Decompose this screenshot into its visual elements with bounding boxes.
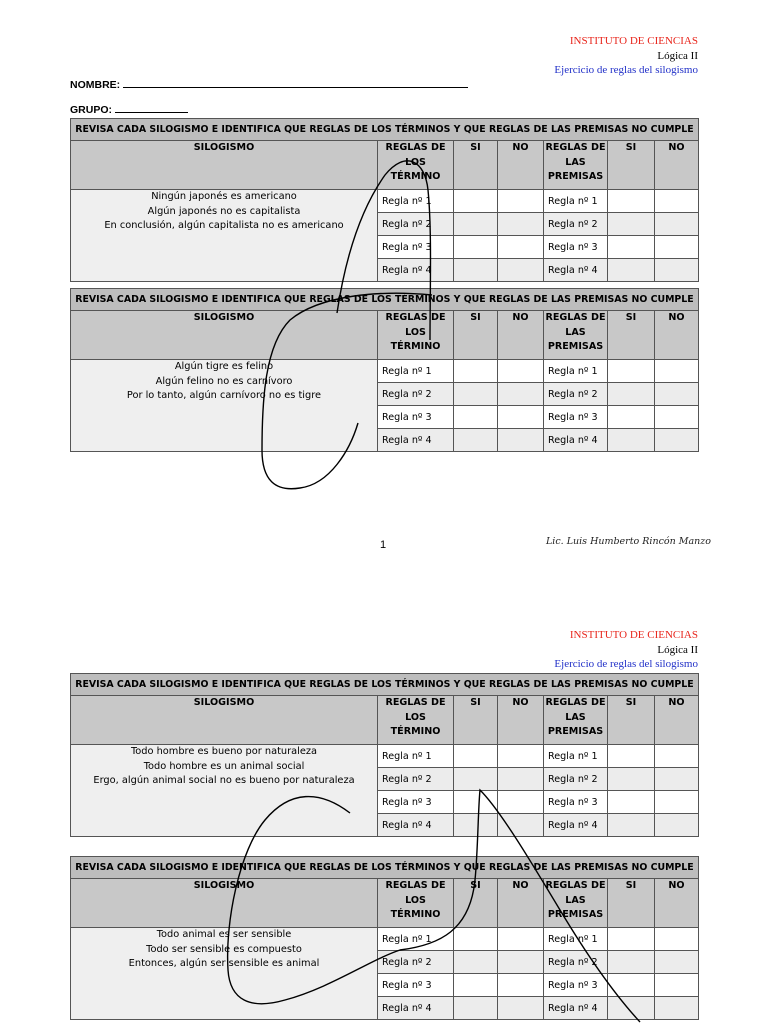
premise-rule-label: Regla nº 2 [544, 951, 608, 974]
premise-no-cell[interactable] [655, 213, 699, 236]
col-no: NO [655, 879, 699, 928]
col-si: SI [454, 141, 498, 190]
col-no: NO [498, 696, 544, 745]
col-syllogism: SILOGISMO [71, 141, 378, 190]
premise-no-cell[interactable] [655, 997, 699, 1020]
premise-rule-label: Regla nº 1 [544, 745, 608, 768]
col-premise-rules-line: REGLAS DE [545, 880, 606, 891]
group-label: GRUPO: [70, 104, 112, 116]
syllogism-table-2 [70, 288, 699, 452]
name-field [70, 78, 468, 91]
syllogism-text [71, 360, 378, 452]
premise-rule-label: Regla nº 3 [544, 236, 608, 259]
term-no-cell[interactable] [498, 429, 544, 452]
premise-si-cell[interactable] [608, 997, 655, 1020]
premise-line: Todo animal es ser sensible [156, 929, 292, 940]
syllogism-table-4 [70, 856, 699, 1020]
col-si: SI [454, 879, 498, 928]
conclusion-line: Por lo tanto, algún carnívoro no es tigre [126, 390, 322, 401]
term-rule-label: Regla nº 3 [378, 791, 454, 814]
term-rule-label: Regla nº 3 [378, 406, 454, 429]
premise-si-cell[interactable] [608, 928, 655, 951]
premise-si-cell[interactable] [608, 360, 655, 383]
premise-rule-label: Regla nº 3 [544, 974, 608, 997]
term-no-cell[interactable] [498, 768, 544, 791]
table-title: REVISA CADA SILOGISMO E IDENTIFICA QUE REGLAS DE LOS TÉRMINOS Y QUE REGLAS DE LAS PREMISAS NO CUMPLE [71, 119, 699, 141]
col-si: SI [608, 311, 655, 360]
premise-si-cell[interactable] [608, 791, 655, 814]
term-rule-label: Regla nº 2 [378, 213, 454, 236]
term-si-cell[interactable] [454, 190, 498, 213]
premise-rule-label: Regla nº 1 [544, 928, 608, 951]
course-name: Lógica II [657, 49, 698, 62]
col-si: SI [454, 696, 498, 745]
premise-si-cell[interactable] [608, 259, 655, 282]
premise-si-cell[interactable] [608, 768, 655, 791]
term-no-cell[interactable] [498, 236, 544, 259]
name-line [123, 78, 468, 88]
premise-rule-label: Regla nº 2 [544, 768, 608, 791]
term-si-cell[interactable] [454, 928, 498, 951]
premise-no-cell[interactable] [655, 259, 699, 282]
term-rule-label: Regla nº 4 [378, 997, 454, 1020]
institute-name: INSTITUTO DE CIENCIAS [569, 629, 698, 641]
col-syllogism: SILOGISMO [71, 311, 378, 360]
col-term-rules-line: TÉRMINO [390, 726, 441, 737]
table-row [71, 745, 699, 768]
term-no-cell[interactable] [498, 814, 544, 837]
col-premise-rules [544, 696, 608, 745]
term-rule-label: Regla nº 3 [378, 974, 454, 997]
premise-rule-label: Regla nº 4 [544, 814, 608, 837]
premise-line: Algún felino no es carnívoro [155, 375, 293, 387]
table-title: REVISA CADA SILOGISMO E IDENTIFICA QUE REGLAS DE LOS TÉRMINOS Y QUE REGLAS DE LAS PREMISAS NO CUMPLE [71, 289, 699, 311]
premise-no-cell[interactable] [655, 190, 699, 213]
premise-si-cell[interactable] [608, 236, 655, 259]
col-term-rules [378, 696, 454, 745]
exercise-title: Ejercicio de reglas del silogismo [554, 64, 698, 76]
col-si: SI [608, 879, 655, 928]
term-no-cell[interactable] [498, 745, 544, 768]
term-rule-label: Regla nº 2 [378, 383, 454, 406]
col-no: NO [655, 696, 699, 745]
col-premise-rules-line: LAS [565, 156, 586, 168]
premise-rule-label: Regla nº 3 [544, 406, 608, 429]
premise-line: Todo hombre es un animal social [143, 760, 305, 772]
page-number: 1 [380, 539, 387, 551]
term-no-cell[interactable] [498, 951, 544, 974]
premise-no-cell[interactable] [655, 236, 699, 259]
name-label: NOMBRE: [70, 79, 121, 91]
syllogism-text [71, 745, 378, 837]
premise-no-cell[interactable] [655, 928, 699, 951]
term-no-cell[interactable] [498, 190, 544, 213]
premise-line: Algún tigre es felino [174, 361, 274, 372]
col-premise-rules-line: PREMISAS [547, 726, 604, 737]
term-no-cell[interactable] [498, 406, 544, 429]
table-title: REVISA CADA SILOGISMO E IDENTIFICA QUE REGLAS DE LOS TÉRMINOS Y QUE REGLAS DE LAS PREMISAS NO CUMPLE [71, 674, 699, 696]
term-si-cell[interactable] [454, 951, 498, 974]
table-row [71, 190, 699, 213]
premise-si-cell[interactable] [608, 429, 655, 452]
col-no: NO [498, 311, 544, 360]
col-term-rules-line: LOS [405, 711, 426, 723]
term-rule-label: Regla nº 2 [378, 951, 454, 974]
term-rule-label: Regla nº 1 [378, 928, 454, 951]
premise-rule-label: Regla nº 4 [544, 429, 608, 452]
term-rule-label: Regla nº 1 [378, 190, 454, 213]
col-premise-rules [544, 141, 608, 190]
col-term-rules-line: TÉRMINO [390, 909, 441, 920]
premise-si-cell[interactable] [608, 213, 655, 236]
term-si-cell[interactable] [454, 259, 498, 282]
institute-name: INSTITUTO DE CIENCIAS [569, 35, 698, 47]
exercise-title: Ejercicio de reglas del silogismo [554, 658, 698, 670]
term-si-cell[interactable] [454, 768, 498, 791]
premise-rule-label: Regla nº 4 [544, 997, 608, 1020]
col-premise-rules-line: REGLAS DE [545, 697, 606, 708]
premise-no-cell[interactable] [655, 383, 699, 406]
premise-no-cell[interactable] [655, 791, 699, 814]
premise-line: Ningún japonés es americano [151, 191, 297, 202]
premise-si-cell[interactable] [608, 406, 655, 429]
term-no-cell[interactable] [498, 259, 544, 282]
col-term-rules-line: REGLAS DE [385, 697, 446, 708]
term-si-cell[interactable] [454, 791, 498, 814]
term-si-cell[interactable] [454, 814, 498, 837]
col-term-rules [378, 879, 454, 928]
premise-line: Todo ser sensible es compuesto [146, 943, 302, 955]
term-no-cell[interactable] [498, 928, 544, 951]
premise-no-cell[interactable] [655, 768, 699, 791]
premise-no-cell[interactable] [655, 429, 699, 452]
term-rule-label: Regla nº 4 [378, 814, 454, 837]
page-header [554, 628, 698, 672]
premise-si-cell[interactable] [608, 745, 655, 768]
group-field [70, 103, 188, 116]
col-premise-rules-line: PREMISAS [547, 909, 604, 920]
premise-no-cell[interactable] [655, 951, 699, 974]
col-premise-rules-line: PREMISAS [547, 341, 604, 352]
term-si-cell[interactable] [454, 974, 498, 997]
premise-line: Algún japonés no es capitalista [147, 205, 301, 217]
premise-si-cell[interactable] [608, 190, 655, 213]
col-premise-rules-line: LAS [565, 711, 586, 723]
syllogism-text [71, 190, 378, 282]
col-term-rules-line: LOS [405, 156, 426, 168]
premise-rule-label: Regla nº 4 [544, 259, 608, 282]
term-si-cell[interactable] [454, 360, 498, 383]
table-row [71, 360, 699, 383]
col-no: NO [498, 141, 544, 190]
syllogism-text [71, 928, 378, 1020]
term-rule-label: Regla nº 4 [378, 259, 454, 282]
col-premise-rules-line: PREMISAS [547, 171, 604, 182]
col-no: NO [498, 879, 544, 928]
term-no-cell[interactable] [498, 213, 544, 236]
term-si-cell[interactable] [454, 406, 498, 429]
col-no: NO [655, 141, 699, 190]
term-no-cell[interactable] [498, 383, 544, 406]
premise-rule-label: Regla nº 2 [544, 213, 608, 236]
course-name: Lógica II [657, 643, 698, 656]
col-premise-rules-line: REGLAS DE [545, 142, 606, 153]
term-si-cell[interactable] [454, 383, 498, 406]
premise-rule-label: Regla nº 1 [544, 360, 608, 383]
col-term-rules-line: REGLAS DE [385, 142, 446, 153]
premise-no-cell[interactable] [655, 814, 699, 837]
term-si-cell[interactable] [454, 213, 498, 236]
col-syllogism: SILOGISMO [71, 696, 378, 745]
premise-no-cell[interactable] [655, 745, 699, 768]
premise-si-cell[interactable] [608, 814, 655, 837]
term-si-cell[interactable] [454, 997, 498, 1020]
col-si: SI [608, 696, 655, 745]
premise-si-cell[interactable] [608, 383, 655, 406]
col-premise-rules-line: LAS [565, 894, 586, 906]
col-term-rules-line: TÉRMINO [390, 171, 441, 182]
col-term-rules-line: REGLAS DE [385, 880, 446, 891]
col-term-rules-line: REGLAS DE [385, 312, 446, 323]
table-row [71, 928, 699, 951]
group-line [115, 103, 188, 113]
premise-no-cell[interactable] [655, 974, 699, 997]
term-si-cell[interactable] [454, 429, 498, 452]
term-si-cell[interactable] [454, 236, 498, 259]
premise-rule-label: Regla nº 2 [544, 383, 608, 406]
term-no-cell[interactable] [498, 791, 544, 814]
col-syllogism: SILOGISMO [71, 879, 378, 928]
premise-rule-label: Regla nº 3 [544, 791, 608, 814]
col-premise-rules [544, 879, 608, 928]
term-si-cell[interactable] [454, 745, 498, 768]
table-title: REVISA CADA SILOGISMO E IDENTIFICA QUE REGLAS DE LOS TÉRMINOS Y QUE REGLAS DE LAS PREMISAS NO CUMPLE [71, 857, 699, 879]
term-no-cell[interactable] [498, 360, 544, 383]
col-premise-rules-line: REGLAS DE [545, 312, 606, 323]
col-si: SI [608, 141, 655, 190]
premise-si-cell[interactable] [608, 974, 655, 997]
term-rule-label: Regla nº 3 [378, 236, 454, 259]
term-no-cell[interactable] [498, 974, 544, 997]
syllogism-table-3 [70, 673, 699, 837]
col-term-rules-line: LOS [405, 894, 426, 906]
col-term-rules-line: LOS [405, 326, 426, 338]
premise-rule-label: Regla nº 1 [544, 190, 608, 213]
col-premise-rules [544, 311, 608, 360]
term-rule-label: Regla nº 4 [378, 429, 454, 452]
col-si: SI [454, 311, 498, 360]
col-term-rules [378, 311, 454, 360]
term-rule-label: Regla nº 1 [378, 745, 454, 768]
term-rule-label: Regla nº 2 [378, 768, 454, 791]
term-rule-label: Regla nº 1 [378, 360, 454, 383]
conclusion-line: En conclusión, algún capitalista no es americano [104, 220, 344, 231]
page-header [554, 34, 698, 78]
conclusion-line: Entonces, algún ser sensible es animal [128, 958, 320, 969]
col-term-rules-line: TÉRMINO [390, 341, 441, 352]
conclusion-line: Ergo, algún animal social no es bueno por naturaleza [93, 775, 355, 786]
premise-si-cell[interactable] [608, 951, 655, 974]
premise-line: Todo hombre es bueno por naturaleza [130, 746, 318, 757]
premise-no-cell[interactable] [655, 360, 699, 383]
premise-no-cell[interactable] [655, 406, 699, 429]
col-term-rules [378, 141, 454, 190]
col-premise-rules-line: LAS [565, 326, 586, 338]
syllogism-table-1 [70, 118, 699, 282]
term-no-cell[interactable] [498, 997, 544, 1020]
signature: Lic. Luis Humberto Rincón Manzo [546, 536, 712, 547]
col-no: NO [655, 311, 699, 360]
